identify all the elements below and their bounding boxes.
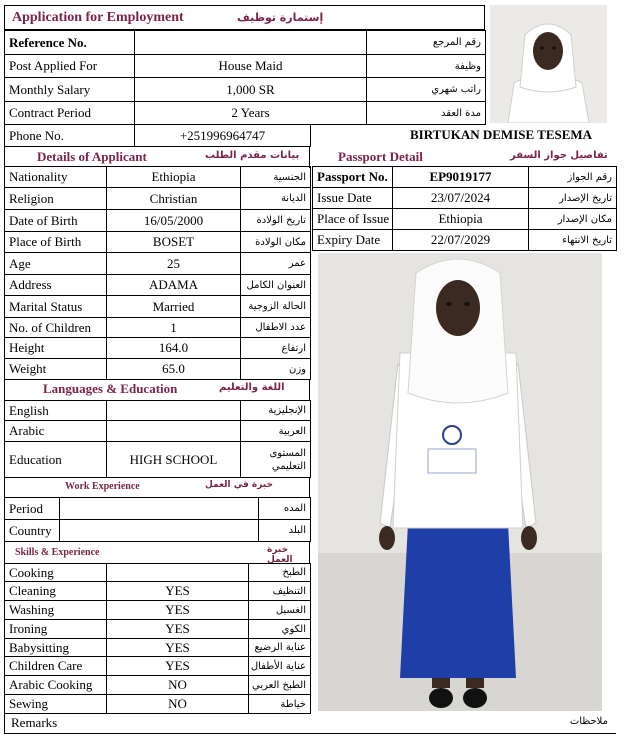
languages-heading — [4, 379, 310, 400]
table-row — [5, 78, 486, 102]
value-religion: Christian — [107, 188, 241, 210]
table-row — [5, 338, 311, 359]
passport-table — [312, 166, 617, 251]
details-heading-en: Details of Applicant — [37, 149, 147, 164]
value-arabic — [107, 421, 241, 442]
applicant-photo-small — [490, 5, 607, 123]
table-row — [5, 125, 311, 147]
ar-arabic-cooking: الطبخ العربي — [249, 676, 311, 695]
value-pob: BOSET — [107, 232, 241, 253]
label-place-of-issue: Place of Issue — [313, 209, 393, 230]
ar-issue-date: تاريخ الإصدار — [529, 188, 617, 209]
work-table — [4, 497, 311, 542]
table-row — [5, 620, 311, 639]
label-marital: Marital Status — [5, 296, 107, 318]
applicant-photo-full — [318, 253, 602, 711]
skills-table — [4, 563, 311, 714]
ar-arabic: العربية — [241, 421, 311, 442]
label-children-care: Children Care — [5, 657, 107, 676]
table-row — [5, 232, 311, 253]
label-sewing: Sewing — [5, 695, 107, 714]
label-passport-no: Passport No. — [313, 167, 393, 188]
table-row — [313, 209, 617, 230]
label-height: Height — [5, 338, 107, 359]
work-heading — [4, 477, 310, 497]
languages-table — [4, 400, 311, 478]
value-post: House Maid — [135, 55, 367, 78]
ar-expiry-date: تاريخ الانتهاء — [529, 230, 617, 251]
top-table — [4, 30, 486, 125]
value-issue-date: 23/07/2024 — [393, 188, 529, 209]
value-english — [107, 401, 241, 421]
table-row — [5, 102, 486, 125]
value-passport-no: EP9019177 — [393, 167, 529, 188]
value-period — [60, 498, 259, 520]
table-row — [5, 401, 311, 421]
ar-height: ارتفاع — [241, 338, 311, 359]
skills-heading-ar: خبرة العمل — [267, 545, 293, 565]
value-cleaning: YES — [107, 582, 249, 601]
label-address: Address — [5, 275, 107, 296]
value-expiry-date: 22/07/2029 — [393, 230, 529, 251]
value-place-of-issue: Ethiopia — [393, 209, 529, 230]
header-box — [4, 5, 485, 30]
title-ar: إستمارة توظيف — [237, 11, 324, 24]
table-row — [5, 167, 311, 188]
table-row — [5, 442, 311, 478]
table-row — [313, 188, 617, 209]
work-heading-en: Work Experience — [65, 481, 140, 492]
label-salary: Monthly Salary — [5, 78, 135, 102]
remarks-row — [4, 713, 616, 734]
table-row — [5, 275, 311, 296]
label-washing: Washing — [5, 601, 107, 620]
details-table — [4, 166, 311, 380]
label-cooking: Cooking — [5, 564, 107, 582]
table-row — [5, 210, 311, 232]
label-babysitting: Babysitting — [5, 639, 107, 657]
value-reference — [135, 31, 367, 55]
ar-english: الإنجليزية — [241, 401, 311, 421]
ar-place-of-issue: مكان الإصدار — [529, 209, 617, 230]
label-dob: Date of Birth — [5, 210, 107, 232]
table-row — [5, 520, 311, 542]
ar-nationality: الجنسية — [241, 167, 311, 188]
value-contract: 2 Years — [135, 102, 367, 125]
ar-ironing: الكوي — [249, 620, 311, 639]
label-arabic-cooking: Arabic Cooking — [5, 676, 107, 695]
ar-washing: الغسيل — [249, 601, 311, 620]
label-nationality: Nationality — [5, 167, 107, 188]
ar-babysitting: عناية الرضيع — [249, 639, 311, 657]
label-cleaning: Cleaning — [5, 582, 107, 601]
table-row — [5, 31, 486, 55]
label-country: Country — [5, 520, 60, 542]
ar-passport-no: رقم الجواز — [529, 167, 617, 188]
label-issue-date: Issue Date — [313, 188, 393, 209]
ar-age: عمر — [241, 253, 311, 275]
ar-sewing: خياطة — [249, 695, 311, 714]
ar-post: وظيفة — [367, 55, 486, 78]
value-phone: +251996964747 — [135, 125, 311, 147]
label-arabic: Arabic — [5, 421, 107, 442]
value-children: 1 — [107, 318, 241, 338]
languages-heading-ar: اللغة والتعليم — [219, 382, 285, 393]
label-ironing: Ironing — [5, 620, 107, 639]
table-row — [5, 601, 311, 620]
table-row — [5, 657, 311, 676]
label-weight: Weight — [5, 359, 107, 380]
skills-heading-en: Skills & Experience — [15, 547, 100, 558]
label-pob: Place of Birth — [5, 232, 107, 253]
ar-religion: الديانة — [241, 188, 311, 210]
ar-dob: تاريخ الولادة — [241, 210, 311, 232]
title-en: Application for Employment — [12, 10, 184, 25]
languages-heading-en: Languages & Education — [43, 381, 178, 396]
ar-children: عدد الاطفال — [241, 318, 311, 338]
table-row — [5, 421, 311, 442]
table-row — [5, 639, 311, 657]
ar-address: العنوان الكامل — [241, 275, 311, 296]
ar-country: البلد — [259, 520, 311, 542]
table-row — [5, 359, 311, 380]
value-washing: YES — [107, 601, 249, 620]
value-country — [60, 520, 259, 542]
passport-heading — [312, 146, 616, 168]
value-salary: 1,000 SR — [135, 78, 367, 102]
ar-pob: مكان الولادة — [241, 232, 311, 253]
label-age: Age — [5, 253, 107, 275]
label-contract: Contract Period — [5, 102, 135, 125]
value-marital: Married — [107, 296, 241, 318]
table-row — [5, 582, 311, 601]
label-expiry-date: Expiry Date — [313, 230, 393, 251]
value-children-care: YES — [107, 657, 249, 676]
phone-table — [4, 124, 311, 147]
table-row — [5, 188, 311, 210]
value-address: ADAMA — [107, 275, 241, 296]
label-period: Period — [5, 498, 60, 520]
label-reference: Reference No. — [5, 31, 135, 55]
ar-children-care: عناية الأطفال — [249, 657, 311, 676]
value-cooking — [107, 564, 249, 582]
ar-salary: راتب شهري — [367, 78, 486, 102]
table-row — [5, 676, 311, 695]
table-row — [313, 167, 617, 188]
value-dob: 16/05/2000 — [107, 210, 241, 232]
value-weight: 65.0 — [107, 359, 241, 380]
value-ironing: YES — [107, 620, 249, 639]
remarks-label: Remarks — [11, 715, 58, 730]
ar-cooking: الطبخ — [249, 564, 311, 582]
ar-reference: رقم المرجع — [367, 31, 486, 55]
details-heading — [4, 146, 310, 168]
label-children: No. of Children — [5, 318, 107, 338]
applicant-name: BIRTUKAN DEMISE TESEMA — [410, 127, 593, 142]
value-babysitting: YES — [107, 639, 249, 657]
table-row — [5, 498, 311, 520]
label-religion: Religion — [5, 188, 107, 210]
ar-cleaning: التنظيف — [249, 582, 311, 601]
label-english: English — [5, 401, 107, 421]
table-row — [313, 230, 617, 251]
table-row — [5, 296, 311, 318]
label-phone: Phone No. — [5, 125, 135, 147]
remarks-ar: ملاحظات — [569, 716, 608, 727]
table-row — [5, 695, 311, 714]
value-arabic-cooking: NO — [107, 676, 249, 695]
table-row — [5, 318, 311, 338]
value-age: 25 — [107, 253, 241, 275]
ar-marital: الحالة الزوجية — [241, 296, 311, 318]
table-row — [5, 564, 311, 582]
ar-contract: مدة العقد — [367, 102, 486, 125]
passport-heading-ar: تفاصيل جواز السفر — [510, 150, 608, 161]
value-education: HIGH SCHOOL — [107, 442, 241, 478]
value-sewing: NO — [107, 695, 249, 714]
table-row — [5, 55, 486, 78]
details-heading-ar: بيانات مقدم الطلب — [205, 150, 300, 161]
skills-heading — [4, 541, 310, 563]
ar-weight: وزن — [241, 359, 311, 380]
label-education: Education — [5, 442, 107, 478]
work-heading-ar: خبرة في العمل — [205, 480, 273, 490]
passport-heading-en: Passport Detail — [338, 149, 423, 164]
label-post: Post Applied For — [5, 55, 135, 78]
value-height: 164.0 — [107, 338, 241, 359]
value-nationality: Ethiopia — [107, 167, 241, 188]
ar-period: المده — [259, 498, 311, 520]
ar-education: المستوى التعليمي — [241, 442, 311, 478]
table-row — [5, 253, 311, 275]
